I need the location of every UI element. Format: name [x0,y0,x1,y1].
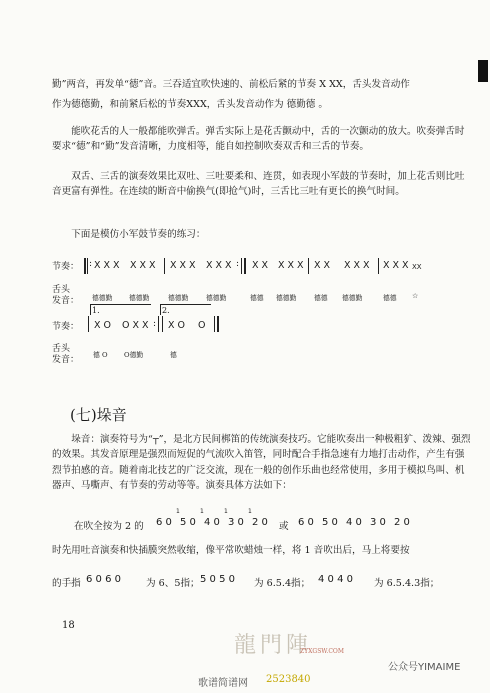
rhythm-cell: X X [383,260,400,271]
bar-line [162,316,163,332]
paragraph-2: 能吹花舌的人一般都能吹弹舌。弹舌实际上是花舌颤动中，舌的一次颤动的放大。吹奏弹舌时要求“德”和“勤”发音清晰，力度相等，能自如控制吹奏双舌和三舌的节奏。 [52,126,465,152]
note-pair: 6 0 [156,517,172,528]
grace-note: 1 [176,508,180,515]
bar-line [378,258,379,274]
repeat-dots: : [153,319,157,329]
volta-2-label: 2. [162,306,170,315]
watermark-logo: 龍門陣 [234,633,313,658]
finger-item: 5 0 5 0 [200,574,235,585]
repeat-dots: : [89,259,93,269]
syllable-cell: 德德 [383,294,397,302]
or-label: 或 [279,521,289,532]
page-number: 18 [62,620,75,631]
syllable-cell: 德德勤 [276,294,297,302]
rhythm-cell: X X X [344,260,370,271]
rhythm-cell: X [402,260,409,271]
watermark-public-account: 公众号YIMAIME [388,662,461,673]
tongue-label-line-1: 舌头 [52,344,71,354]
volta-1-label: 1. [92,306,100,315]
tongue-label-line-2: 发音： [52,355,80,365]
paragraph-3: 双舌、三舌的演奏效果比双吐、三吐要柔和、连贯，如表现小军鼓的节奏时，加上花舌则比吐音更富有弹性。在连续的断音中偷换气(即抢气)时，三舌比三吐有更长的换气时间。 [52,171,465,197]
bar-line [241,258,242,274]
grace-note: 1 [248,508,252,515]
bar-line [308,258,309,274]
paragraph-1-line-1: 勤”两音，再发单“德”音。三吞适宜吹快速的、前松后紧的节奏 X XX，舌头发音动作 [52,79,410,90]
rhythm-label: 节奏： [52,322,80,332]
rhythm-cell: X X X [278,260,304,271]
note-pair: 4 0 [346,517,362,528]
syllable-cell: 德德勤 [129,294,150,302]
tongue-label-line-2: 发音： [52,296,80,306]
note-pair: 2 0 [252,517,268,528]
finger-item: 4 0 4 0 [318,574,353,585]
rhythm-cell: X X X [94,260,120,271]
note-pair: 5 0 [180,517,196,528]
note-pair: 5 0 [322,517,338,528]
syllable-cell: 德德勤 [168,294,189,302]
end-bar [217,316,219,332]
note-pair: 3 0 [370,517,386,528]
footer-site-name: 歌谱简谱网 [198,678,248,689]
syllable-row-1 [0,292,490,302]
rhythm-row-2 [0,320,490,334]
syllable-cell: O德勤 [124,351,144,359]
syllable-cell: 德德 [314,294,328,302]
watermark-logo-sub: ZYXGSW.COM [300,648,344,655]
note-sequence-2 [0,517,490,531]
rhythm-cell: X X X [170,260,196,271]
syllable-cell: ☆ [412,292,419,300]
syllable-cell: 德德勤 [92,294,113,302]
repeat-dots: : [236,259,240,269]
paragraph-4: 下面是模仿小军鼓节奏的练习： [71,229,206,240]
notation-c-prefix: 的手指 [52,578,81,589]
rhythm-cell: O X X [122,320,149,331]
grace-note: 1 [224,508,228,515]
finger-item-suffix: 为 6.5.4指； [254,578,311,589]
finger-item: 6 0 6 0 [86,574,121,585]
rhythm-cell: X X [314,260,331,271]
bar-line [158,316,159,332]
repeat-end-bar [244,258,246,274]
syllable-cell: 德德勤 [206,294,227,302]
footer-code: 2523840 [266,674,311,685]
rhythm-cell: X X X [130,260,156,271]
note-pair: 2 0 [394,517,410,528]
syllable-cell: 德德 [250,294,264,302]
finger-item-suffix: 为 6、5指； [146,578,200,589]
side-tab [478,60,488,82]
notation-prefix: 在吹全按为 2 的 [74,521,144,532]
rhythm-cell: X O [94,320,112,331]
tongue-label-line-1: 舌头 [52,285,71,295]
syllable-row-2 [0,349,490,359]
note-pair: 6 0 [298,517,314,528]
syllable-cell: 德德勤 [342,294,363,302]
paragraph-1-line-2: 作为德德勤，和前紧后松的节奏XXX，舌头发音动作为 德勤德 。 [52,99,329,110]
section-heading: (七)垛音 [70,406,127,424]
note-pair: 4 0 [204,517,220,528]
syllable-cell: 德 [170,351,177,359]
bar-line [164,258,165,274]
rhythm-cell: XX [412,263,422,271]
rhythm-label: 节奏： [52,262,80,272]
paragraph-line-b: 时先用吐音演奏和快插膜突然收缩，像平常吹蜡烛一样，将 1 音吹出后，马上将要按 [52,545,410,556]
rhythm-cell: X O [168,320,186,331]
finger-item-suffix: 为 6.5.4.3指； [374,578,440,589]
bar-line [214,316,215,332]
grace-note: 1 [200,508,204,515]
syllable-cell: 德 O [93,351,108,359]
rhythm-cell: X X [252,260,269,271]
note-pair: 3 0 [228,517,244,528]
rhythm-cell: O [198,320,206,331]
rhythm-cell: X X X [206,260,232,271]
section-paragraph: 垛音：演奏符号为“┬”，是北方民间梆笛的传统演奏技巧。它能吹奏出一种极粗犷、泼辣、强烈的效果。其发音原理是强烈而短促的气流吹入笛管，同时配合手指急速有力地打击动作，产生有强烈节拍感的音。随着南北技艺的广泛交流，现在一般的创作乐曲也经常使用，多用于模拟鸟叫、机器声、马嘶声、有节奏的劳动等等。演奏具体方法如下： [52,434,471,492]
